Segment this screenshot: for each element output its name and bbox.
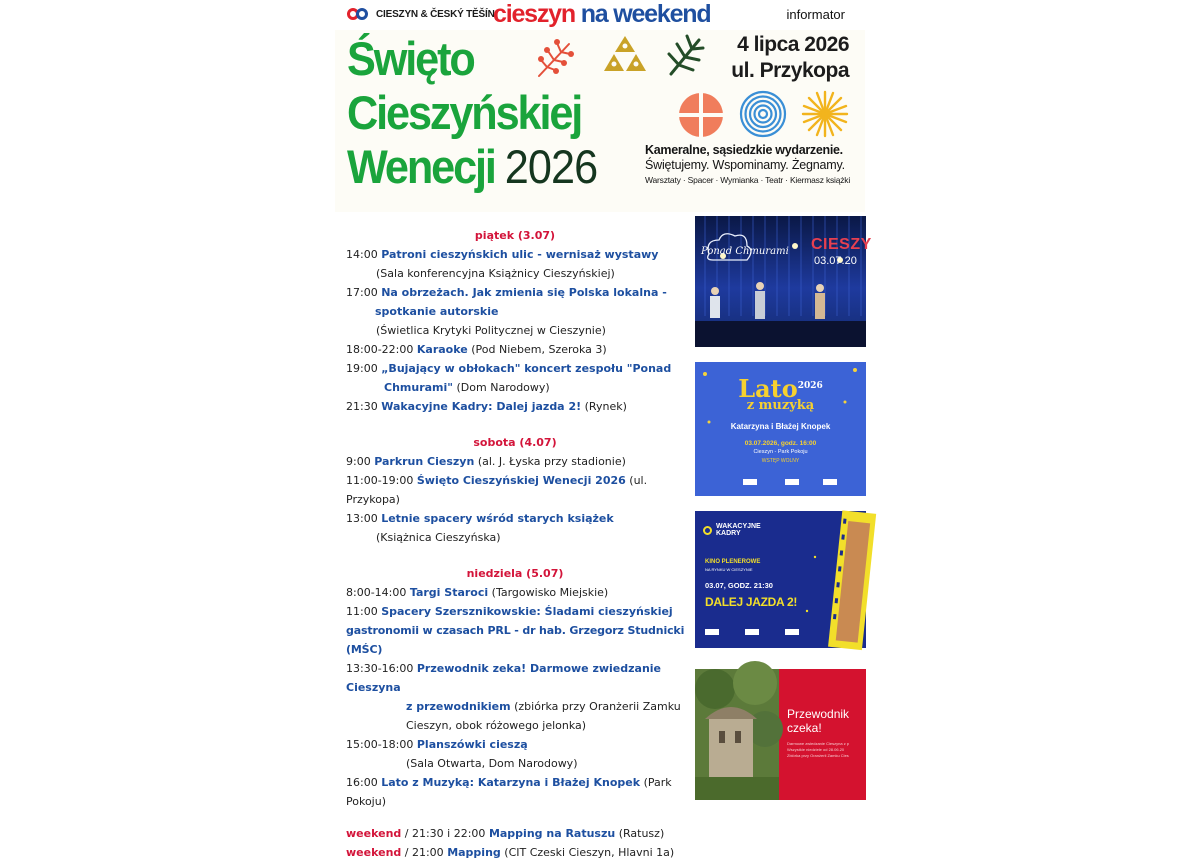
informator-label: informator: [786, 7, 845, 22]
rotunda-photo: [695, 669, 779, 800]
event-row: [346, 773, 694, 811]
event-row: [346, 340, 694, 359]
przewodnik-line3: Zbiórka przy Oranżerii Zamku Cies: [787, 753, 849, 758]
lato-subtitle: z muzyką: [746, 398, 815, 413]
lato-entry: WSTĘP WOLNY: [761, 458, 800, 464]
day-heading: piątek (3.07): [474, 229, 556, 242]
hero-title-year: 2026: [504, 140, 598, 193]
event-place-text: (Książnica Cieszyńska): [376, 531, 501, 544]
hero-tagline: Kameralne, sąsiedzkie wydarzenie.: [645, 143, 843, 157]
event-place-text: (Park Pokoju): [346, 776, 672, 808]
day-sunday: [346, 564, 694, 811]
event-time: 13:30-16:00: [346, 662, 414, 675]
event-title-link[interactable]: Planszówki cieszą: [416, 738, 528, 751]
concert-word: CIESZY: [811, 236, 872, 253]
event-place: [346, 321, 694, 340]
lato-where: Cieszyn - Park Pokoju: [753, 449, 808, 455]
event-time: 17:00: [346, 286, 378, 299]
event-title-link[interactable]: z przewodnikiem: [406, 700, 511, 713]
masthead-part2: na weekend: [580, 0, 711, 28]
event-row: [346, 452, 694, 471]
hero-motto: Świętujemy. Wspominamy. Żegnamy.: [645, 158, 845, 172]
event-time: 16:00: [346, 776, 378, 789]
kadry-brand-text: WAKACYJNE KADRY: [716, 523, 761, 537]
event-row: [346, 397, 694, 416]
event-title-link[interactable]: Spacery Szersznikowskie: Śladami cieszyńskiej: [381, 605, 673, 618]
event-title-link[interactable]: Patroni cieszyńskich ulic - wernisaż wystawy: [381, 248, 659, 261]
event-place: [346, 528, 694, 547]
day-heading: niedziela (5.07): [466, 567, 564, 580]
hero-title-line2: Cieszyńskiej: [347, 86, 582, 139]
kadry-when: 03.07, GODZ. 21:30: [705, 581, 773, 590]
day-heading: sobota (4.07): [473, 436, 557, 449]
event-place-text: (Pod Niebem, Szeroka 3): [471, 343, 607, 356]
event-place-text: (Ratusz): [618, 827, 665, 840]
event-row: [346, 245, 694, 264]
quartered-circle-icon: [678, 92, 724, 138]
brand-logo-icon: [347, 7, 371, 21]
event-row: [346, 659, 694, 697]
przewodnik-line2: Wszystkie niedziele od 28.06.20: [787, 747, 845, 752]
event-title-cont: [346, 302, 694, 321]
day-friday: [346, 226, 694, 416]
event-time: 11:00: [346, 605, 378, 618]
event-title-cont: [346, 697, 694, 716]
hero-street: ul. Przykopa: [731, 59, 849, 82]
lato-artists: Katarzyna i Błażej Knopek: [730, 422, 831, 431]
brand-name: CIESZYN & ČESKÝ TĚŠÍN: [376, 8, 495, 20]
hero-title-line3: Wenecji: [347, 140, 495, 193]
palm-leaf-icon: [665, 34, 705, 78]
event-title-link[interactable]: Chmurami": [384, 381, 454, 394]
event-place: [346, 716, 694, 735]
event-place-text: (ul. Przykopa): [346, 474, 648, 506]
hero-title-line1: Święto: [347, 32, 474, 85]
trefoil-icon: [602, 34, 648, 78]
event-time: 21:30: [346, 400, 378, 413]
event-title-link[interactable]: Wakacyjne Kadry: Dalej jazda 2!: [381, 400, 582, 413]
concert-date: 03.07.20: [814, 255, 857, 267]
hero-description: [645, 143, 860, 185]
event-title-cont: [346, 621, 694, 659]
event-row: [346, 509, 694, 528]
event-title-link[interactable]: Mapping na Ratuszu: [488, 827, 616, 840]
lato-title: [695, 374, 866, 401]
weekend-label: weekend: [346, 846, 402, 859]
hero-activities: Warsztaty · Spacer · Wymianka · Teatr · Kiermasz książki: [645, 175, 851, 185]
event-title-link[interactable]: Letnie spacery wśród starych książek: [381, 512, 614, 525]
event-row: [346, 602, 694, 621]
weekend-events: [346, 824, 694, 862]
przewodnik-details: [787, 741, 867, 759]
masthead: [493, 0, 710, 29]
sunburst-icon: [801, 90, 849, 138]
event-row: [346, 824, 694, 843]
thumbnail-concert[interactable]: [695, 216, 872, 347]
thumbnail-przewodnik[interactable]: [695, 669, 866, 800]
event-place-text: (al. J. Łyska przy stadionie): [477, 455, 626, 468]
hero-date: 4 lipca 2026: [737, 33, 849, 56]
event-time: 9:00: [346, 455, 371, 468]
event-title-link[interactable]: Targi Staroci: [409, 586, 489, 599]
event-place: [346, 264, 694, 283]
event-title-link[interactable]: Parkrun Cieszyn: [374, 455, 475, 468]
event-time: 11:00-19:00: [346, 474, 414, 487]
concentric-circles-icon: [739, 90, 787, 138]
event-time: 14:00: [346, 248, 378, 261]
event-place-text: (CIT Czeski Cieszyn, Hlavni 1a): [504, 846, 675, 859]
thumbnail-wakacyjne-kadry[interactable]: [695, 511, 866, 648]
event-row: [346, 471, 694, 509]
event-time: 8:00-14:00: [346, 586, 407, 599]
kadry-title: DALEJ JAZDA 2!: [705, 595, 798, 609]
event-row: [346, 735, 694, 754]
event-row: [346, 359, 694, 378]
day-saturday: [346, 433, 694, 547]
event-row: [346, 283, 694, 302]
event-place-text: (Sala Otwarta, Dom Narodowy): [406, 757, 578, 770]
event-title-link[interactable]: Święto Cieszyńskiej Wenecji 2026: [416, 474, 626, 487]
przewodnik-line1: Darmowe zwiedzanie Cieszyna z p: [787, 741, 850, 746]
event-title-link[interactable]: Przewodnik zeka! Darmowe zwiedzanie Cieszyna: [346, 662, 662, 694]
event-place-text: (Świetlica Krytyki Politycznej w Cieszynie): [376, 324, 606, 337]
event-place-text: (Sala konferencyjna Książnicy Cieszyńskiej): [376, 267, 615, 280]
event-time: / 21:00: [404, 846, 444, 859]
event-title-link[interactable]: Karaoke: [416, 343, 468, 356]
event-row: [346, 583, 694, 602]
event-row: [346, 843, 694, 862]
event-place-text: (Dom Narodowy): [456, 381, 550, 394]
event-title-link[interactable]: Mapping: [447, 846, 501, 859]
event-title-link[interactable]: gastronomii w czasach PRL - dr hab. Grzegorz Studnicki (MŚC): [346, 624, 685, 656]
lato-title-text: Lato: [738, 374, 798, 403]
event-time: 15:00-18:00: [346, 738, 414, 751]
kadry-cinema-sub: NA RYNKU W CIESZYNIE: [705, 567, 753, 572]
event-time: 13:00: [346, 512, 378, 525]
event-place-text: (zbiórka przy Oranżerii Zamku: [514, 700, 681, 713]
sponsor-logos: [695, 474, 866, 494]
event-time: / 21:30 i 22:00: [404, 827, 486, 840]
event-place-text: (Targowisko Miejskie): [491, 586, 609, 599]
hero-banner: [335, 30, 865, 212]
kadry-cinema: KINO PLENEROWE: [705, 559, 761, 565]
przewodnik-title: Przewodnik czeka!: [787, 707, 850, 735]
film-strip-icon: [695, 511, 866, 648]
event-time: 19:00: [346, 362, 378, 375]
top-bar: [335, 0, 865, 30]
event-title-link[interactable]: „Bujający w obłokach" koncert zespołu "Ponad: [381, 362, 672, 375]
event-place: [346, 754, 694, 773]
concert-logo: Ponad Chmurami: [701, 246, 789, 257]
weekend-label: weekend: [346, 827, 402, 840]
event-title-link[interactable]: Lato z Muzyką: Katarzyna i Błażej Knopek: [381, 776, 641, 789]
lato-when: 03.07.2026, godz. 16:00: [744, 440, 817, 447]
event-title-cont: [346, 378, 694, 397]
event-title-link[interactable]: spotkanie autorskie: [375, 305, 499, 318]
brand: [347, 7, 495, 21]
masthead-part1: cieszyn: [493, 0, 575, 28]
event-place-text: (Rynek): [584, 400, 627, 413]
event-place-text: Cieszyn, obok różowego jelonka): [406, 719, 587, 732]
hero-date-block: [731, 32, 849, 84]
programme: [346, 226, 694, 862]
event-title-link[interactable]: Na obrzeżach. Jak zmienia się Polska lokalna -: [381, 286, 667, 299]
leaf-branch-icon: [533, 36, 577, 80]
thumbnail-lato-z-muzyka[interactable]: [695, 362, 866, 496]
lato-year: 2026: [797, 381, 823, 391]
event-time: 18:00-22:00: [346, 343, 414, 356]
